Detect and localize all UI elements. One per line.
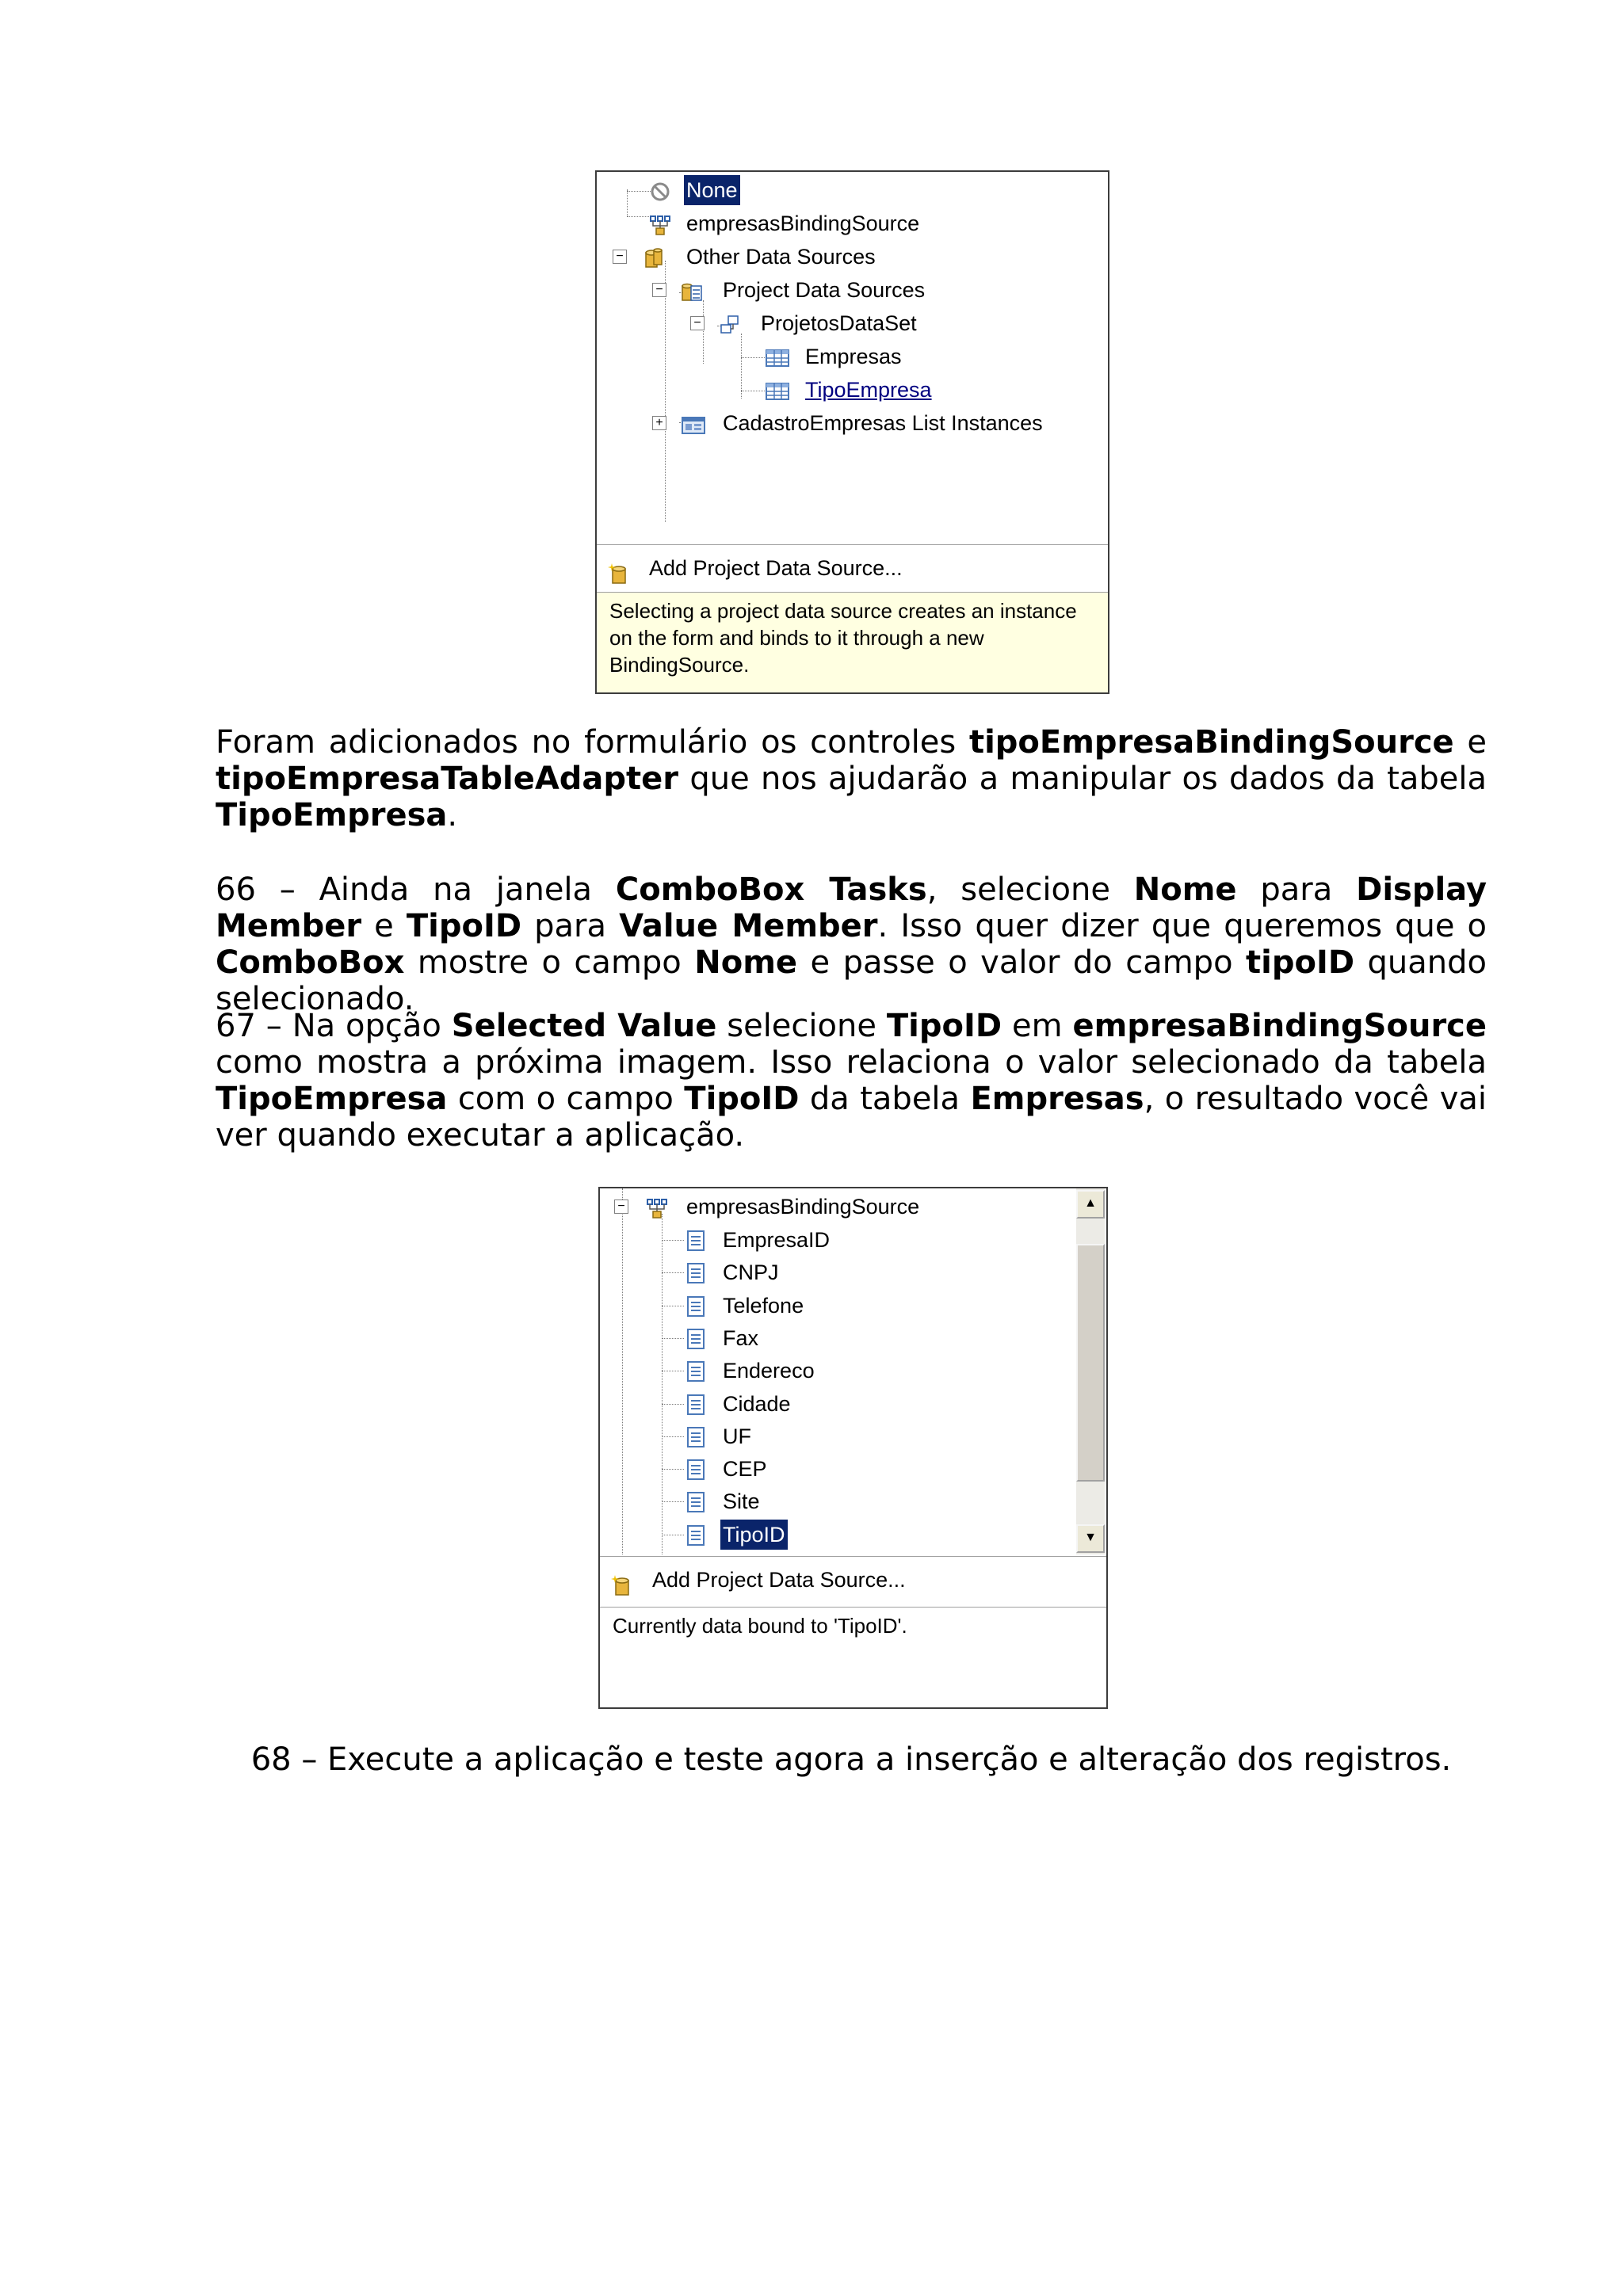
separator (597, 544, 1108, 545)
add-data-source-icon (611, 1569, 632, 1591)
scroll-up-button[interactable]: ▲ (1076, 1190, 1105, 1219)
tree-line (662, 1338, 684, 1339)
tree-line (622, 1188, 623, 1554)
tree-node-label: empresasBindingSource (686, 212, 920, 235)
paragraph-step-67: 67 – Na opção Selected Value selecione TipoID em empresaBindingSource como mostra a próxima imagem. Isso relaciona o valor selecionado da tabela TipoEmpresa com o campo TipoID da tabela Empresas, o resultado você vai ver quando executar a aplicação. (216, 1008, 1487, 1154)
dataset-icon (719, 313, 741, 334)
field-icon (685, 1360, 708, 1381)
tree-node-label: Project Data Sources (723, 278, 926, 302)
tree-line (662, 1404, 684, 1405)
tree-line (627, 191, 651, 192)
tree-line (627, 216, 651, 217)
tree-line (703, 300, 704, 364)
list-instances-icon (681, 413, 703, 433)
table-icon (765, 379, 787, 400)
tree-node-label: CNPJ (723, 1261, 779, 1285)
collapse-icon[interactable]: − (652, 283, 666, 297)
vertical-scrollbar[interactable] (1076, 1188, 1105, 1554)
binding-source-tree (600, 1188, 1075, 1554)
tree-node-label: TipoEmpresa (805, 378, 932, 402)
database-icon (643, 246, 665, 267)
tree-node-label: Other Data Sources (686, 245, 876, 269)
help-text: Selecting a project data source creates an instance on the form and binds to it through a new BindingSource. (597, 592, 1108, 692)
collapse-icon[interactable]: − (614, 1199, 628, 1214)
field-icon (685, 1524, 708, 1545)
add-project-data-source-label: Add Project Data Source... (652, 1568, 906, 1592)
field-icon (685, 1459, 708, 1479)
expand-icon[interactable]: + (652, 416, 666, 430)
tree-line (741, 334, 742, 399)
tree-node-label: Empresas (805, 345, 902, 368)
selected-value-picker-panel (598, 1187, 1108, 1709)
tree-node-label: TipoID (720, 1520, 788, 1550)
tree-line (662, 1272, 684, 1273)
table-icon (765, 346, 787, 367)
field-icon (685, 1491, 708, 1512)
tree-node-label: UF (723, 1424, 751, 1448)
field-icon (685, 1295, 708, 1316)
tree-line (662, 1469, 684, 1470)
tree-node-label: CadastroEmpresas List Instances (723, 411, 1043, 435)
add-project-data-source-label: Add Project Data Source... (649, 556, 903, 580)
tree-line (662, 1436, 684, 1437)
separator (600, 1556, 1106, 1557)
paragraph-step-66: 66 – Ainda na janela ComboBox Tasks, selecione Nome para Display Member e TipoID para Value Member. Isso quer dizer que queremos que o ComboBox mostre o campo Nome e passe o valor do campo tipoID quando selecionado. (216, 871, 1487, 1017)
tree-line (662, 1501, 684, 1502)
add-project-data-source-button[interactable] (597, 547, 1108, 589)
tree-node-label: Endereco (723, 1359, 815, 1383)
binding-source-icon (646, 1196, 668, 1217)
binding-source-icon (649, 213, 671, 234)
tree-line (662, 1240, 684, 1241)
paragraph-step-68: 68 – Execute a aplicação e teste agora a inserção e alteração dos registros. (250, 1741, 1452, 1778)
tree-node-label: Fax (723, 1325, 759, 1350)
collapse-icon[interactable]: − (690, 316, 705, 330)
tree-node-label: Site (723, 1489, 760, 1514)
help-text: Currently data bound to 'TipoID'. (600, 1607, 1106, 1707)
scroll-thumb[interactable] (1076, 1244, 1105, 1482)
field-icon (685, 1230, 708, 1250)
tree-line (665, 261, 666, 522)
tree-node-label: Telefone (723, 1293, 804, 1318)
collapse-icon[interactable]: − (613, 250, 627, 264)
field-icon (685, 1394, 708, 1414)
field-icon (685, 1328, 708, 1348)
add-data-source-icon (608, 557, 628, 579)
scroll-down-button[interactable]: ▼ (1076, 1524, 1105, 1553)
tree-line (627, 189, 628, 216)
tree-node-label: EmpresaID (723, 1228, 831, 1252)
no-entry-icon (649, 180, 671, 200)
tree-node-label: None (684, 175, 740, 205)
project-data-icon (681, 280, 703, 300)
tree-line (741, 357, 765, 358)
tree-line (662, 1214, 663, 1554)
field-icon (685, 1426, 708, 1447)
tree-node-label: CEP (723, 1457, 767, 1482)
field-icon (685, 1262, 708, 1283)
tree-node-label: ProjetosDataSet (761, 311, 917, 335)
paragraph-added-controls: Foram adicionados no formulário os controles tipoEmpresaBindingSource e tipoEmpresaTableAdapter que nos ajudarão a manipular os dados da tabela TipoEmpresa. (216, 724, 1487, 833)
data-source-picker-panel (595, 170, 1109, 694)
tree-node-label: empresasBindingSource (686, 1195, 920, 1219)
tree-node-label: Cidade (723, 1391, 791, 1416)
add-project-data-source-button[interactable] (600, 1559, 1106, 1600)
